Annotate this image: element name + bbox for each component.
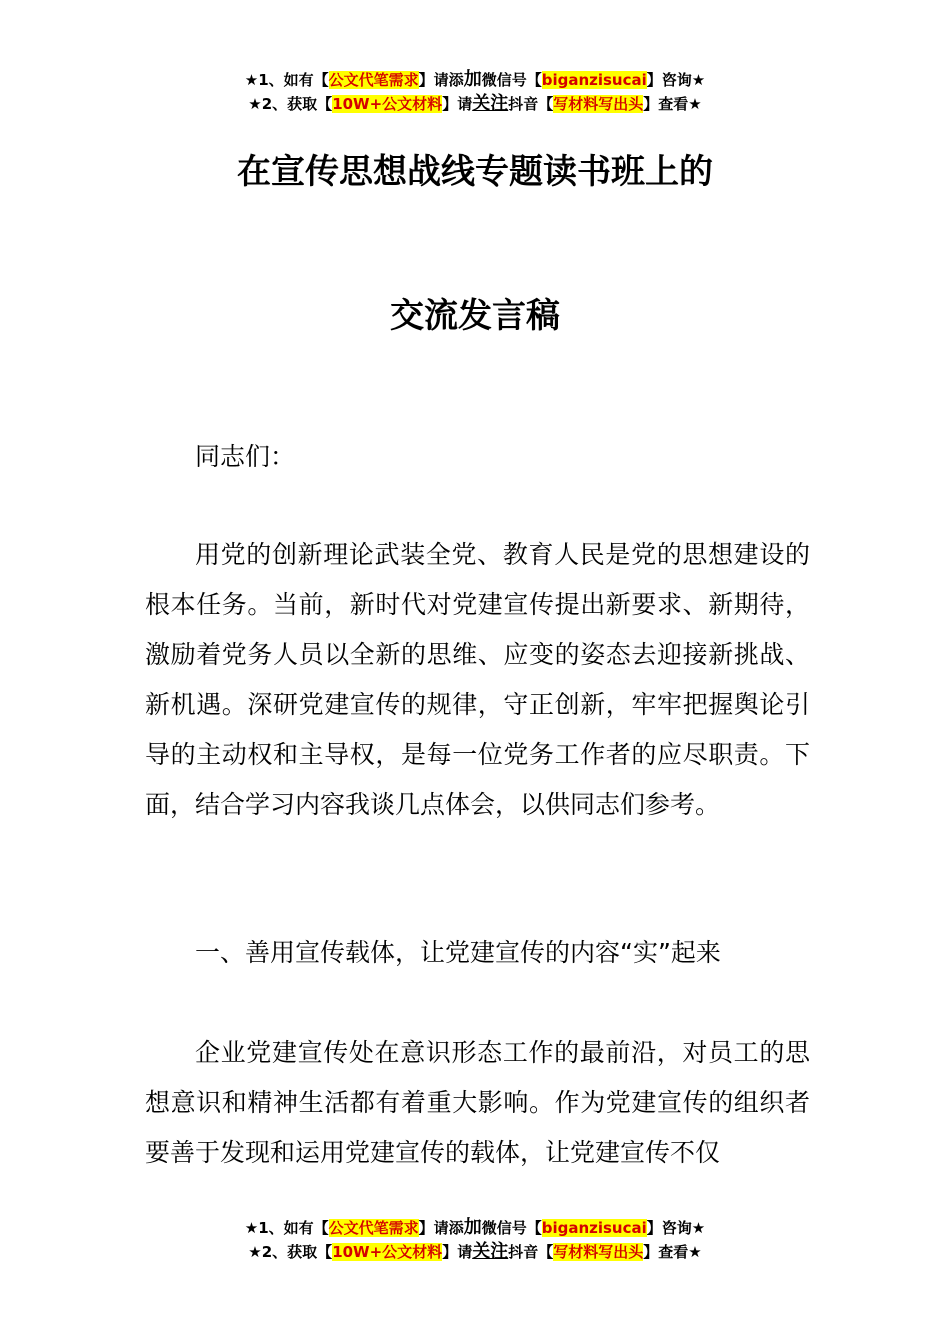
promo-text: 抖音【	[508, 1243, 554, 1261]
paragraph-1: 用党的创新理论武装全党、教育人民是党的思想建设的根本任务。当前，新时代对党建宣传提出新要求、新期待，激励着党务人员以全新的思维、应变的姿态去迎接新挑战、新机遇。深研党建宣传的规律，守正创新，牢牢把握舆论引导的主动权和主导权，是每一位党务工作者的应尽职责。下面，结合学习内容我谈几点体会，以供同志们参考。	[145, 540, 810, 819]
promo-emphasis: 加	[463, 69, 482, 90]
section-heading-1: 一、善用宣传载体，让党建宣传的内容“实”起来	[195, 938, 721, 967]
salutation: 同志们：	[195, 442, 296, 471]
highlight-wechat-id: biganzisucai	[541, 1219, 647, 1237]
promo-text: 】咨询★	[646, 1219, 706, 1237]
promo-emphasis: 关注	[472, 1241, 509, 1262]
promo-text: ★2、获取【	[248, 1243, 333, 1261]
promo-text: ★1、如有【	[244, 1219, 329, 1237]
promo-emphasis: 关注	[472, 93, 509, 114]
promo-line-2	[0, 1240, 950, 1264]
document-title-line-1: 在宣传思想战线专题读书班上的	[237, 152, 713, 192]
promo-text: 】查看★	[643, 95, 702, 113]
promo-text: 】查看★	[643, 1243, 702, 1261]
promo-text: ★1、如有【	[244, 71, 329, 89]
promo-banner-top	[0, 68, 950, 116]
promo-text: 】请添	[418, 71, 464, 89]
highlight-service: 公文代笔需求	[328, 1219, 419, 1237]
highlight-douyin-account: 写材料写出头	[553, 1243, 644, 1261]
highlight-wechat-id: biganzisucai	[541, 71, 647, 89]
promo-line-2	[0, 92, 950, 116]
promo-text: 微信号【	[481, 71, 542, 89]
promo-text: 】请添	[418, 1219, 464, 1237]
promo-text: ★2、获取【	[248, 95, 333, 113]
promo-text: 微信号【	[481, 1219, 542, 1237]
highlight-materials: 10W+公文材料	[332, 1243, 443, 1261]
highlight-douyin-account: 写材料写出头	[553, 95, 644, 113]
document-title-line-2: 交流发言稿	[390, 296, 560, 336]
promo-text: 】请	[442, 1243, 473, 1261]
highlight-service: 公文代笔需求	[328, 71, 419, 89]
promo-text: 】咨询★	[646, 71, 706, 89]
promo-text: 】请	[442, 95, 473, 113]
promo-banner-bottom	[0, 1216, 950, 1264]
promo-line-1	[0, 1216, 950, 1240]
promo-emphasis: 加	[463, 1217, 482, 1238]
highlight-materials: 10W+公文材料	[332, 95, 443, 113]
promo-line-1	[0, 68, 950, 92]
promo-text: 抖音【	[508, 95, 554, 113]
paragraph-2: 企业党建宣传处在意识形态工作的最前沿，对员工的思想意识和精神生活都有着重大影响。作为党建宣传的组织者要善于发现和运用党建宣传的载体，让党建宣传不仅	[145, 1038, 810, 1167]
